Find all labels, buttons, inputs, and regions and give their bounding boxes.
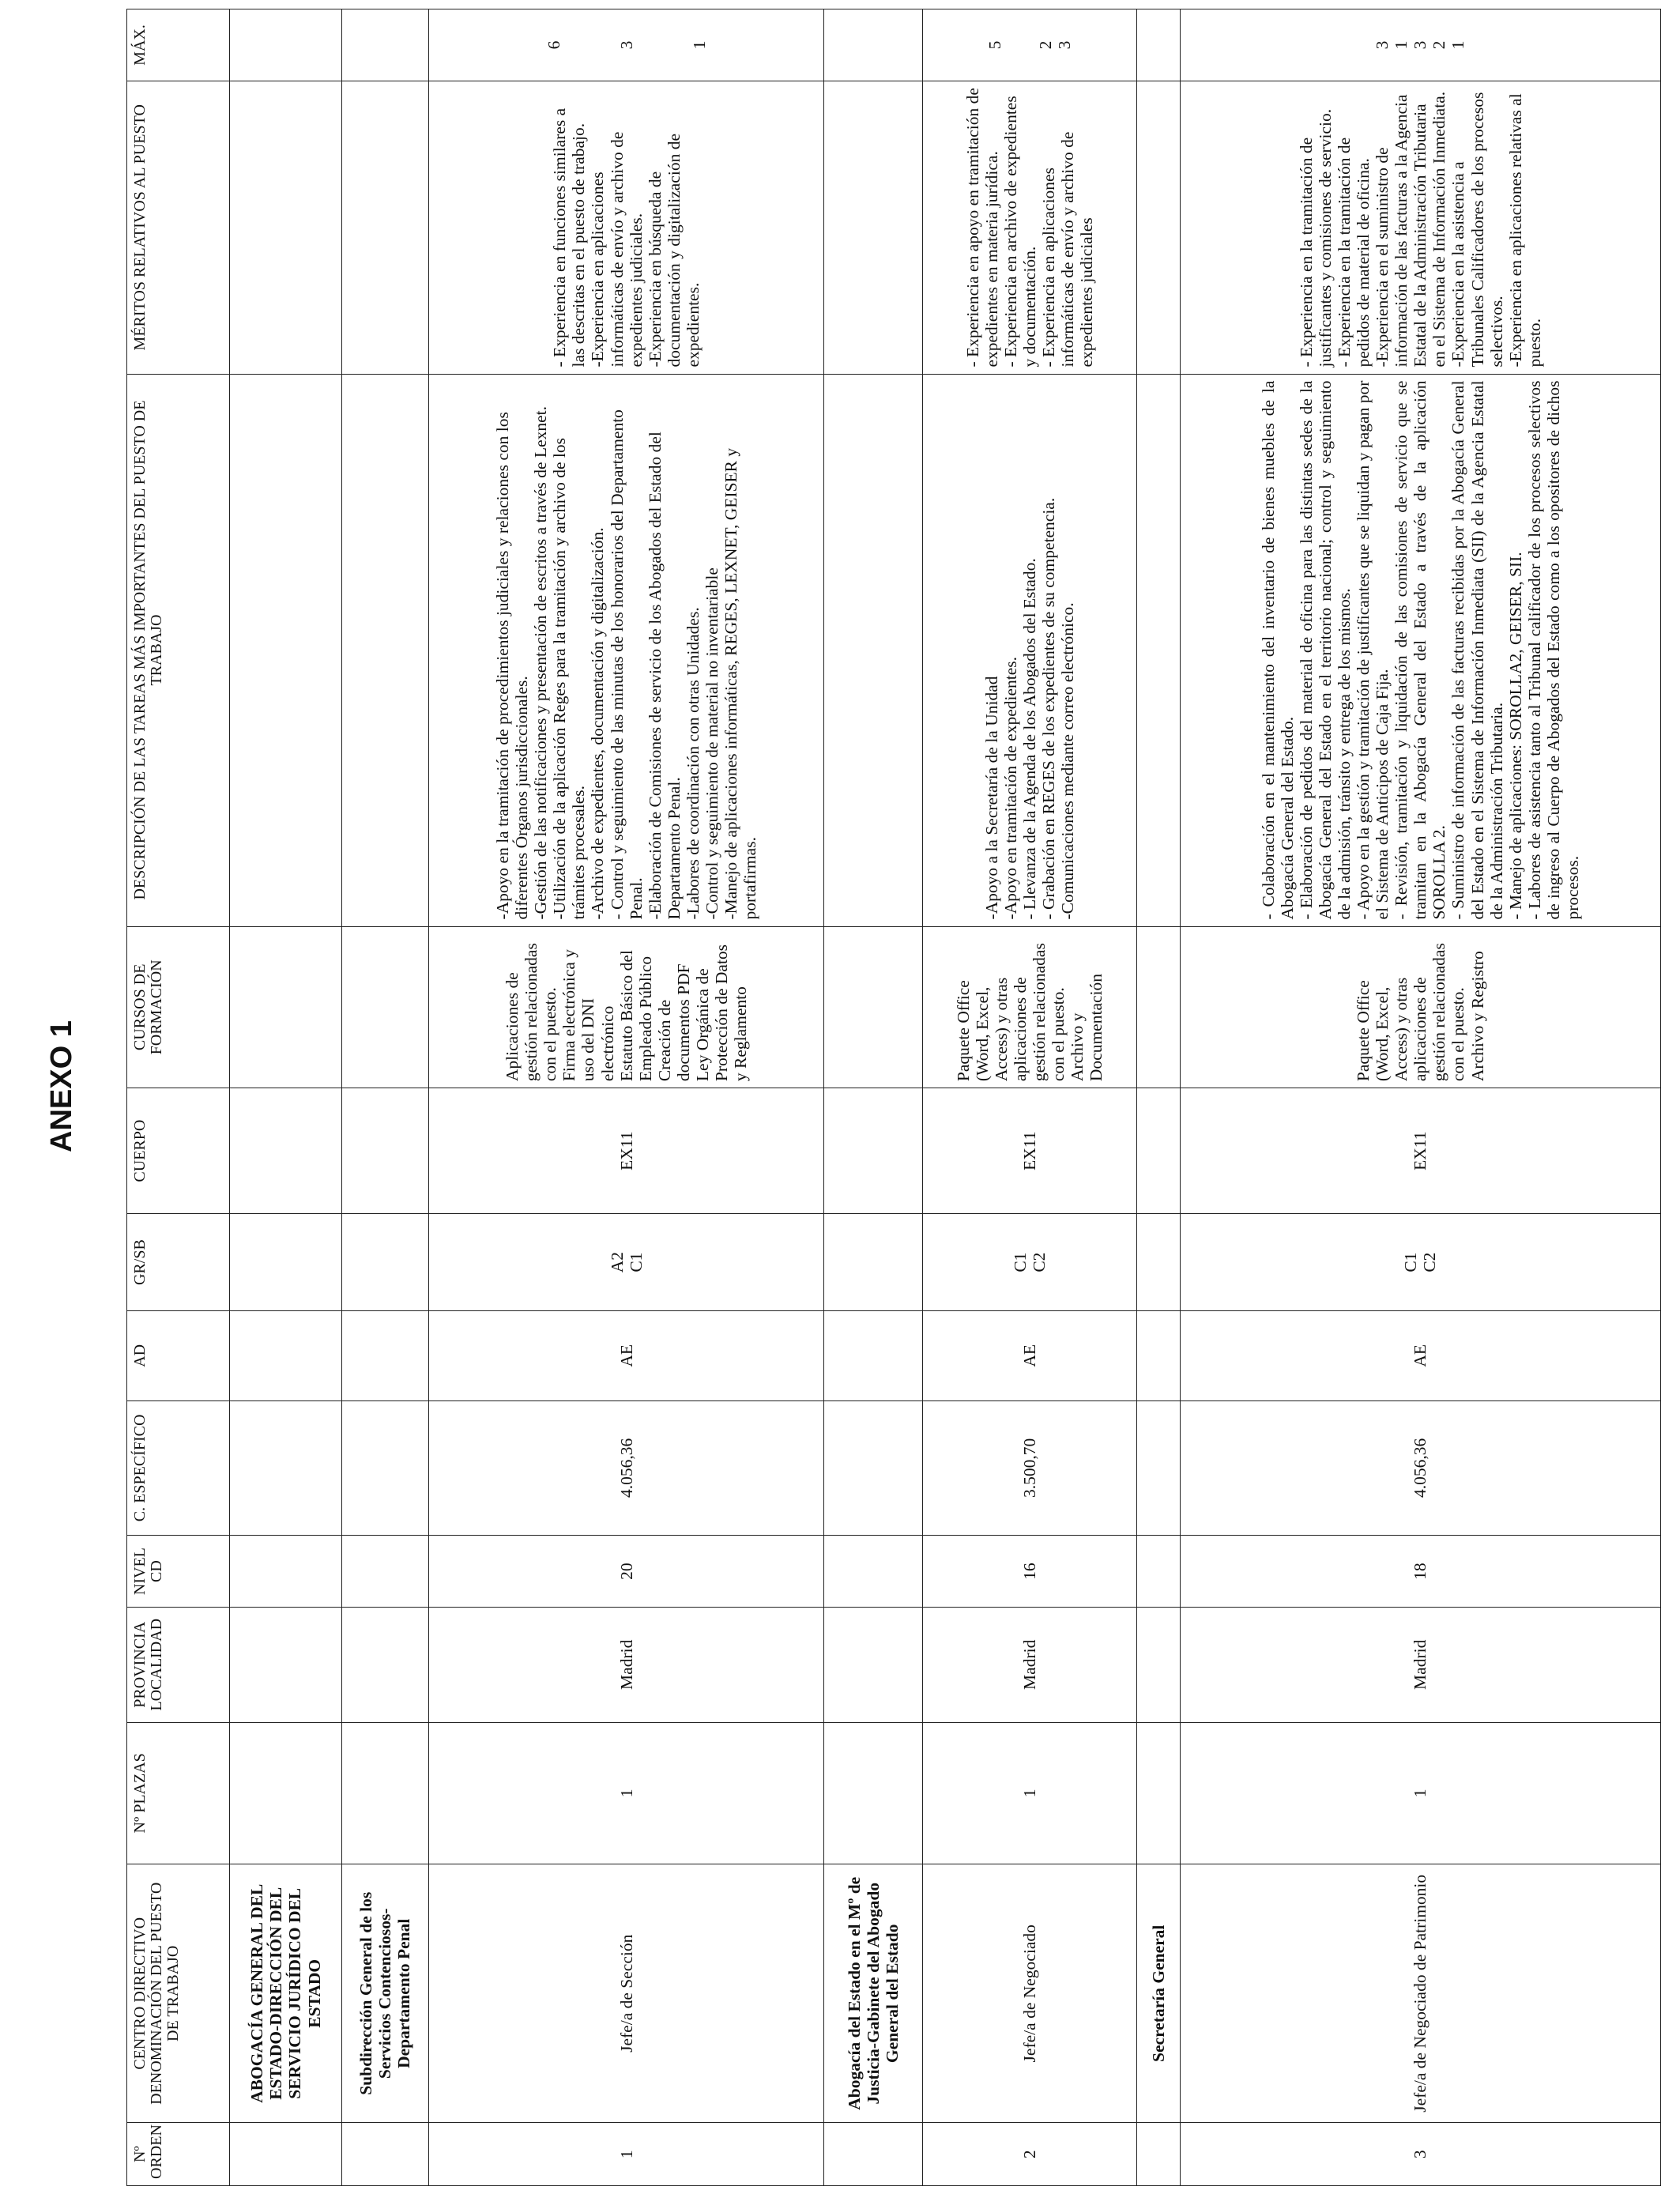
section-penal: Subdirección General de los Servicios Contenciosos-Departamento Penal — [341, 1864, 429, 2123]
cuerpo-cell: EX11 — [429, 1088, 824, 1214]
section-secretaria: Secretaría General — [1137, 1864, 1180, 2123]
header-centro: CENTRO DIRECTIVO DENOMINACIÓN DEL PUESTO DE TRABAJO — [127, 1864, 230, 2123]
header-especifico: C. ESPECÍFICO — [127, 1400, 230, 1535]
header-provincia: PROVINCIA LOCALIDAD — [127, 1608, 230, 1722]
merito-item: -Experiencia en el suministro de información de las facturas a la Agencia Estatal de la Administración Tributaria en el Sistema de Información Inmediata. — [1373, 91, 1449, 368]
provincia-cell: Madrid — [429, 1608, 824, 1722]
section-row-3 — [1137, 9, 1180, 2186]
descripcion-cell — [1180, 374, 1660, 926]
curso-item: Creación de documentos PDF — [654, 963, 693, 1082]
max-value: 1 — [1448, 40, 1468, 50]
grsb-value: C1 — [1401, 1252, 1421, 1272]
ad-cell: AE — [922, 1310, 1137, 1400]
grsb-value: C1 — [626, 1252, 646, 1272]
tarea-item: - Manejo de aplicaciones: SOROLLA2, GEISER, SII. — [1505, 552, 1525, 920]
tarea-item: -Comunicaciones mediante correo electrónico. — [1058, 602, 1078, 920]
tarea-item: -Elaboración de Comisiones de servicio de los Abogados del Estado del Departamento Penal. — [645, 432, 684, 920]
curso-item: Paquete Office (Word, Excel, Access) y otras aplicaciones de gestión relacionadas con el puesto. — [953, 943, 1068, 1082]
grsb-value: C1 — [1011, 1252, 1030, 1272]
header-cuerpo: CUERPO — [127, 1088, 230, 1214]
tarea-item: -Utilización de la aplicación Reges para la tramitación y archivo de los trámites procesales. — [550, 438, 589, 920]
merito-item: - Experiencia en la tramitación de pedidos de material de oficina. — [1334, 137, 1373, 368]
tarea-item: -Apoyo a la Secretaría de la Unidad — [981, 676, 1001, 920]
puesto-cell: Jefe/a de Negociado — [922, 1864, 1137, 2123]
merito-item: - Experiencia en aplicaciones informáticas de envío y archivo de expedientes judiciales — [1039, 131, 1097, 368]
curso-item: Archivo y Registro — [1467, 951, 1487, 1082]
table-row — [1180, 9, 1660, 2186]
merito-item: - Experiencia en la tramitación de justificantes y comisiones de servicio. — [1296, 108, 1335, 368]
tarea-item: - Llevanza de la Agenda de los Abogados del Estado. — [1020, 558, 1040, 920]
merito-item: -Experiencia en aplicaciones informáticas de envío y archivo de expedientes judiciales. — [588, 131, 646, 368]
tarea-item: -Apoyo en tramitación de expedientes. — [1001, 656, 1020, 920]
puesto-cell: Jefe/a de Negociado de Patrimonio — [1180, 1864, 1660, 2123]
max-value: 6 — [544, 40, 563, 50]
header-descripcion: DESCRIPCIÓN DE LAS TAREAS MÁS IMPORTANTES DEL PUESTO DE TRABAJO — [127, 374, 230, 926]
grsb-value: C2 — [1030, 1252, 1049, 1272]
provincia-cell: Madrid — [1180, 1608, 1660, 1722]
meritos-cell — [1180, 81, 1660, 375]
grsb-value: A2 — [607, 1251, 627, 1273]
meritos-cell — [922, 81, 1137, 375]
cursos-cell — [922, 926, 1137, 1088]
header-ad: AD — [127, 1310, 230, 1400]
meritos-cell — [429, 81, 824, 375]
tarea-item: -Apoyo en la tramitación de procedimientos judiciales y relaciones con los diferentes Órganos jurisdiccionales. — [493, 412, 532, 920]
document-title: ANEXO 1 — [45, 1020, 78, 1152]
merito-item: - Experiencia en archivo de expedientes y documentación. — [1001, 96, 1040, 368]
nivel-cell: 20 — [429, 1536, 824, 1608]
grsb-cell — [1180, 1214, 1660, 1311]
max-cell — [922, 9, 1137, 81]
header-nivel: NIVEL CD — [127, 1536, 230, 1608]
max-value: 3 — [1411, 40, 1430, 50]
tarea-item: -Gestión de las notificaciones y presentación de escritos a través de Lexnet. — [531, 405, 551, 920]
merito-item: -Experiencia en la asistencia a Tribunales Calificadores de los procesos selectivos. — [1448, 92, 1506, 368]
curso-item: Estatuto Básico del Empleado Público — [616, 950, 655, 1082]
descripcion-cell — [429, 374, 824, 926]
plazas-cell: 1 — [429, 1722, 824, 1864]
grsb-cell — [922, 1214, 1137, 1311]
unit-row — [230, 9, 341, 2186]
curso-item: Archivo y Documentación — [1068, 973, 1106, 1082]
orden-cell: 2 — [922, 2123, 1137, 2186]
header-row — [127, 9, 230, 2186]
nivel-cell: 18 — [1180, 1536, 1660, 1608]
tarea-item: - Apoyo en la gestión y tramitación de justificantes que se liquidan y pagan por el Sistema de Anticipos de Caja Fija. — [1354, 380, 1392, 920]
max-value: 3 — [616, 40, 636, 50]
annex-table — [126, 9, 1661, 2186]
puesto-cell: Jefe/a de Sección — [429, 1864, 824, 2123]
max-value: 2 — [1036, 40, 1056, 50]
tarea-item: - Colaboración en el mantenimiento del inventario de bienes muebles de la Abogacía General del Estado. — [1258, 380, 1297, 920]
header-grsb: GR/SB — [127, 1214, 230, 1311]
curso-item: Firma electrónica y uso del DNI electrónico — [559, 948, 617, 1082]
nivel-cell: 16 — [922, 1536, 1137, 1608]
header-cursos: CURSOS DE FORMACIÓN — [127, 926, 230, 1088]
cuerpo-cell: EX11 — [922, 1088, 1137, 1214]
curso-item: Paquete Office (Word, Excel, Access) y otras aplicaciones de gestión relacionadas con el puesto. — [1354, 943, 1468, 1082]
tarea-item: -Archivo de expedientes, documentación y digitalización. — [588, 527, 608, 920]
tarea-item: -Manejo de aplicaciones informáticas, REGES, LEXNET, GEISER y portafirmas. — [721, 447, 760, 920]
merito-item: - Experiencia en funciones similares a las descritas en el puesto de trabajo. — [550, 107, 589, 368]
max-value: 3 — [1373, 40, 1392, 50]
max-value: 1 — [689, 40, 709, 50]
tarea-item: - Labores de asistencia tanto al Tribunal calificador de los procesos selectivos de ingreso al Cuerpo de Abogados del Estado como a los opositores de dichos procesos. — [1524, 380, 1582, 920]
max-value: 1 — [1392, 40, 1411, 50]
section-row-1 — [341, 9, 429, 2186]
orden-cell: 3 — [1180, 2123, 1660, 2186]
header-meritos: MÉRITOS RELATIVOS AL PUESTO — [127, 81, 230, 375]
curso-item: Aplicaciones de gestión relacionadas con el puesto. — [503, 943, 560, 1082]
max-value: 2 — [1430, 40, 1449, 50]
max-value: 5 — [985, 40, 1004, 50]
section-justicia: Abogacía del Estado en el Mº de Justicia-Gabinete del Abogado General del Estado — [823, 1864, 922, 2123]
tarea-item: - Elaboración de pedidos del material de oficina para las distintas sedes de la Abogacía General del Estado en el territorio nacional; control y seguimiento de la admisión, tránsito y entrega de los mismos. — [1296, 380, 1354, 920]
cursos-cell — [429, 926, 824, 1088]
cursos-cell — [1180, 926, 1660, 1088]
tarea-item: - Grabación en REGES de los expedientes de su competencia. — [1039, 497, 1059, 920]
especifico-cell: 3.500,70 — [922, 1400, 1137, 1535]
merito-item: -Experiencia en búsqueda de documentación y digitalización de expedientes. — [645, 134, 703, 368]
curso-item: Ley Orgánica de Protección de Datos y Reglamento — [692, 944, 751, 1082]
ad-cell: AE — [429, 1310, 824, 1400]
header-orden: Nº ORDEN — [127, 2123, 230, 2186]
tarea-item: - Suministro de información de las facturas recibidas por la Abogacía General del Estado en el Sistema de Información Inmediata (SII) de la Agencia Estatal de la Administración Tributaria. — [1448, 380, 1506, 920]
table-row — [429, 9, 824, 2186]
grsb-cell — [429, 1214, 824, 1311]
tarea-item: -Labores de coordinación con otras Unidades. — [683, 607, 703, 920]
orden-cell: 1 — [429, 2123, 824, 2186]
max-cell — [1180, 9, 1660, 81]
annex-table-container — [126, 9, 1661, 2186]
cuerpo-cell: EX11 — [1180, 1088, 1660, 1214]
plazas-cell: 1 — [922, 1722, 1137, 1864]
plazas-cell: 1 — [1180, 1722, 1660, 1864]
table-row — [922, 9, 1137, 2186]
descripcion-cell — [922, 374, 1137, 926]
tarea-item: - Control y seguimiento de las minutas de los honorarios del Departamento Penal. — [607, 409, 646, 920]
tarea-item: - Revisión, tramitación y liquidación de las comisiones de servicio que se tramitan en la Abogacía General del Estado a través de la aplicación SOROLLA 2. — [1392, 380, 1449, 920]
max-value: 3 — [1055, 40, 1075, 50]
top-unit-name: ABOGACÍA GENERAL DEL ESTADO-DIRECCIÓN DEL SERVICIO JURÍDICO DEL ESTADO — [230, 1864, 341, 2123]
section-row-2 — [823, 9, 922, 2186]
merito-item: -Experiencia en aplicaciones relativas al puesto. — [1505, 93, 1544, 368]
header-max: MÁX. — [127, 9, 230, 81]
ad-cell: AE — [1180, 1310, 1660, 1400]
provincia-cell: Madrid — [922, 1608, 1137, 1722]
header-plazas: Nº PLAZAS — [127, 1722, 230, 1864]
especifico-cell: 4.056,36 — [429, 1400, 824, 1535]
grsb-value: C2 — [1420, 1252, 1440, 1272]
especifico-cell: 4.056,36 — [1180, 1400, 1660, 1535]
tarea-item: -Control y seguimiento de material no inventariable — [702, 567, 721, 920]
merito-item: - Experiencia en apoyo en tramitación de expedientes en materia jurídica. — [962, 88, 1001, 368]
max-cell — [429, 9, 824, 81]
